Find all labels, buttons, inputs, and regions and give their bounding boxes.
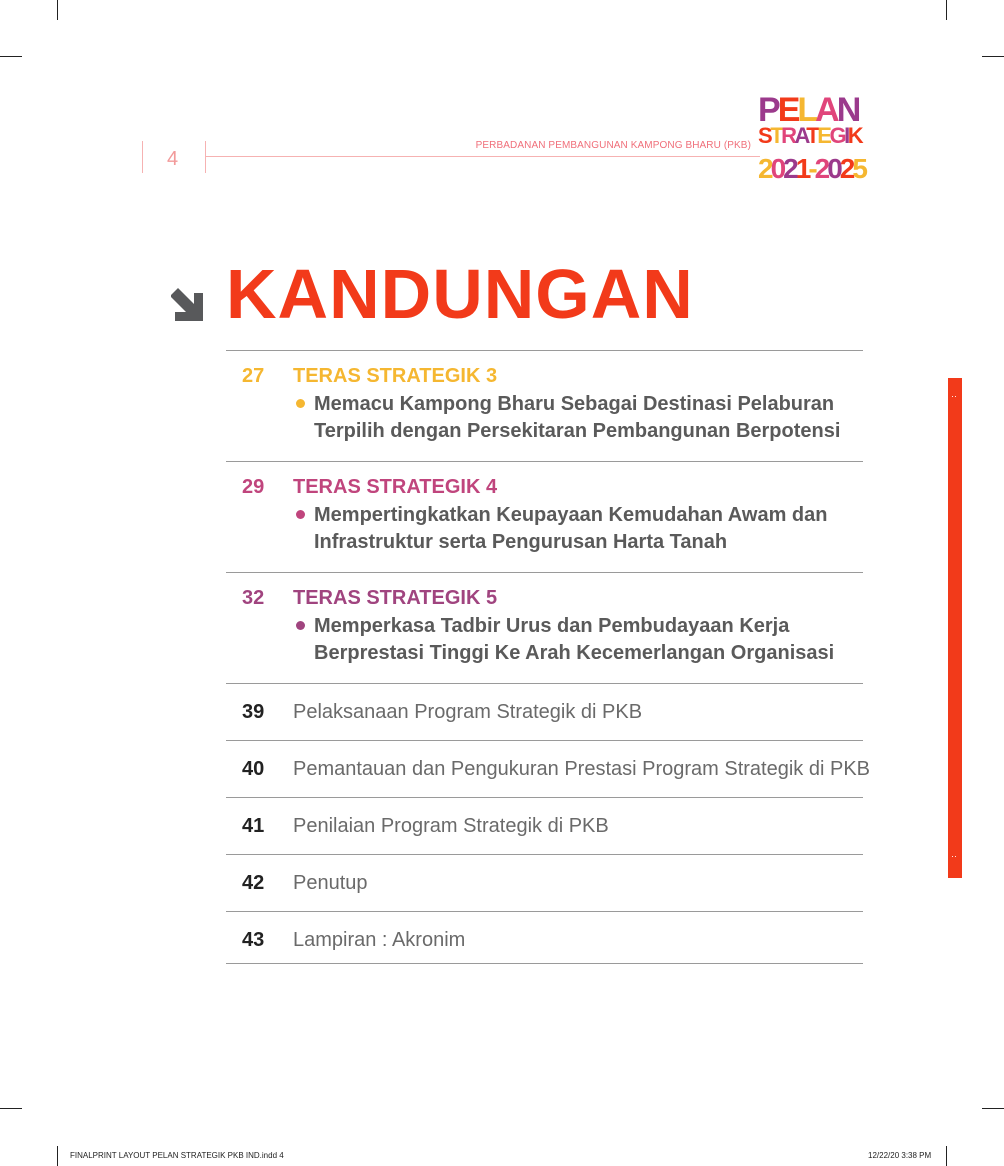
toc-text: Pelaksanaan Program Strategik di PKB bbox=[293, 701, 643, 723]
crop-mark bbox=[946, 1146, 947, 1166]
header-rule bbox=[205, 156, 760, 157]
toc-page-number: 39 bbox=[242, 701, 265, 723]
toc-text: Penutup bbox=[293, 872, 368, 894]
logo-line-2: STRATEGIK bbox=[758, 123, 862, 148]
toc-page-number: 42 bbox=[242, 872, 265, 894]
toc-entry[interactable] bbox=[226, 684, 863, 740]
toc-description: Memperkasa Tadbir Urus dan Pembudayaan Kerja Berprestasi Tinggi Ke Arah Kecemerlangan Organisasi bbox=[314, 615, 835, 664]
print-slug-file: FINALPRINT LAYOUT PELAN STRATEGIK PKB IND.indd 4 bbox=[70, 1151, 284, 1160]
page-number-divider bbox=[142, 141, 143, 173]
toc-page-number: 43 bbox=[242, 929, 265, 951]
dots-icon: ·· bbox=[951, 851, 957, 861]
toc-page-number: 27 bbox=[242, 365, 265, 387]
crop-mark bbox=[57, 1146, 58, 1166]
crop-mark bbox=[0, 56, 22, 57]
bullet-icon bbox=[296, 621, 305, 630]
toc-entry-teras-5[interactable] bbox=[226, 573, 863, 683]
toc-entry-teras-4[interactable] bbox=[226, 462, 863, 572]
bullet-icon bbox=[296, 399, 305, 408]
toc-text: Penilaian Program Strategik di PKB bbox=[293, 815, 609, 837]
bullet-icon bbox=[296, 510, 305, 519]
toc-description: Memacu Kampong Bharu Sebagai Destinasi Pelaburan Terpilih dengan Persekitaran Pembangunan Berpotensi bbox=[314, 393, 841, 442]
toc-entry[interactable] bbox=[226, 741, 870, 797]
toc-text: Lampiran : Akronim bbox=[293, 929, 466, 951]
side-tab bbox=[948, 378, 962, 878]
crop-mark bbox=[0, 1108, 22, 1109]
crop-mark bbox=[982, 1108, 1004, 1109]
toc-entry[interactable] bbox=[226, 912, 863, 963]
page-title: KANDUNGAN bbox=[226, 255, 694, 333]
toc-text: Pemantauan dan Pengukuran Prestasi Program Strategik di PKB bbox=[293, 758, 870, 780]
toc-page-number: 32 bbox=[242, 587, 265, 609]
arrow-down-right-icon bbox=[167, 285, 207, 325]
toc-entry-teras-3[interactable] bbox=[226, 351, 863, 461]
table-of-contents bbox=[226, 350, 870, 964]
organization-name: PERBADANAN PEMBANGUNAN KAMPONG BHARU (PKB) bbox=[475, 140, 751, 151]
toc-heading: TERAS STRATEGIK 4 bbox=[293, 476, 498, 498]
page-number-divider bbox=[205, 141, 206, 173]
toc-entry[interactable] bbox=[226, 855, 863, 911]
toc-page-number: 29 bbox=[242, 476, 265, 498]
dots-icon: ·· bbox=[951, 391, 957, 401]
print-slug-date: 12/22/20 3:38 PM bbox=[868, 1151, 932, 1160]
toc-entry[interactable] bbox=[226, 798, 863, 854]
pelan-strategik-logo bbox=[756, 91, 865, 190]
page-number: 4 bbox=[167, 148, 179, 170]
toc-description: Mempertingkatkan Keupayaan Kemudahan Awam dan Infrastruktur serta Pengurusan Harta Tanah bbox=[314, 504, 828, 553]
logo-line-1: PELAN bbox=[758, 91, 859, 129]
toc-page-number: 40 bbox=[242, 758, 265, 780]
toc-heading: TERAS STRATEGIK 5 bbox=[293, 587, 498, 609]
crop-mark bbox=[946, 0, 947, 20]
toc-heading: TERAS STRATEGIK 3 bbox=[293, 365, 498, 387]
toc-page-number: 41 bbox=[242, 815, 265, 837]
toc-rule bbox=[226, 963, 863, 964]
crop-mark bbox=[57, 0, 58, 20]
crop-mark bbox=[982, 56, 1004, 57]
logo-line-3: 2021-2025 bbox=[758, 153, 865, 184]
